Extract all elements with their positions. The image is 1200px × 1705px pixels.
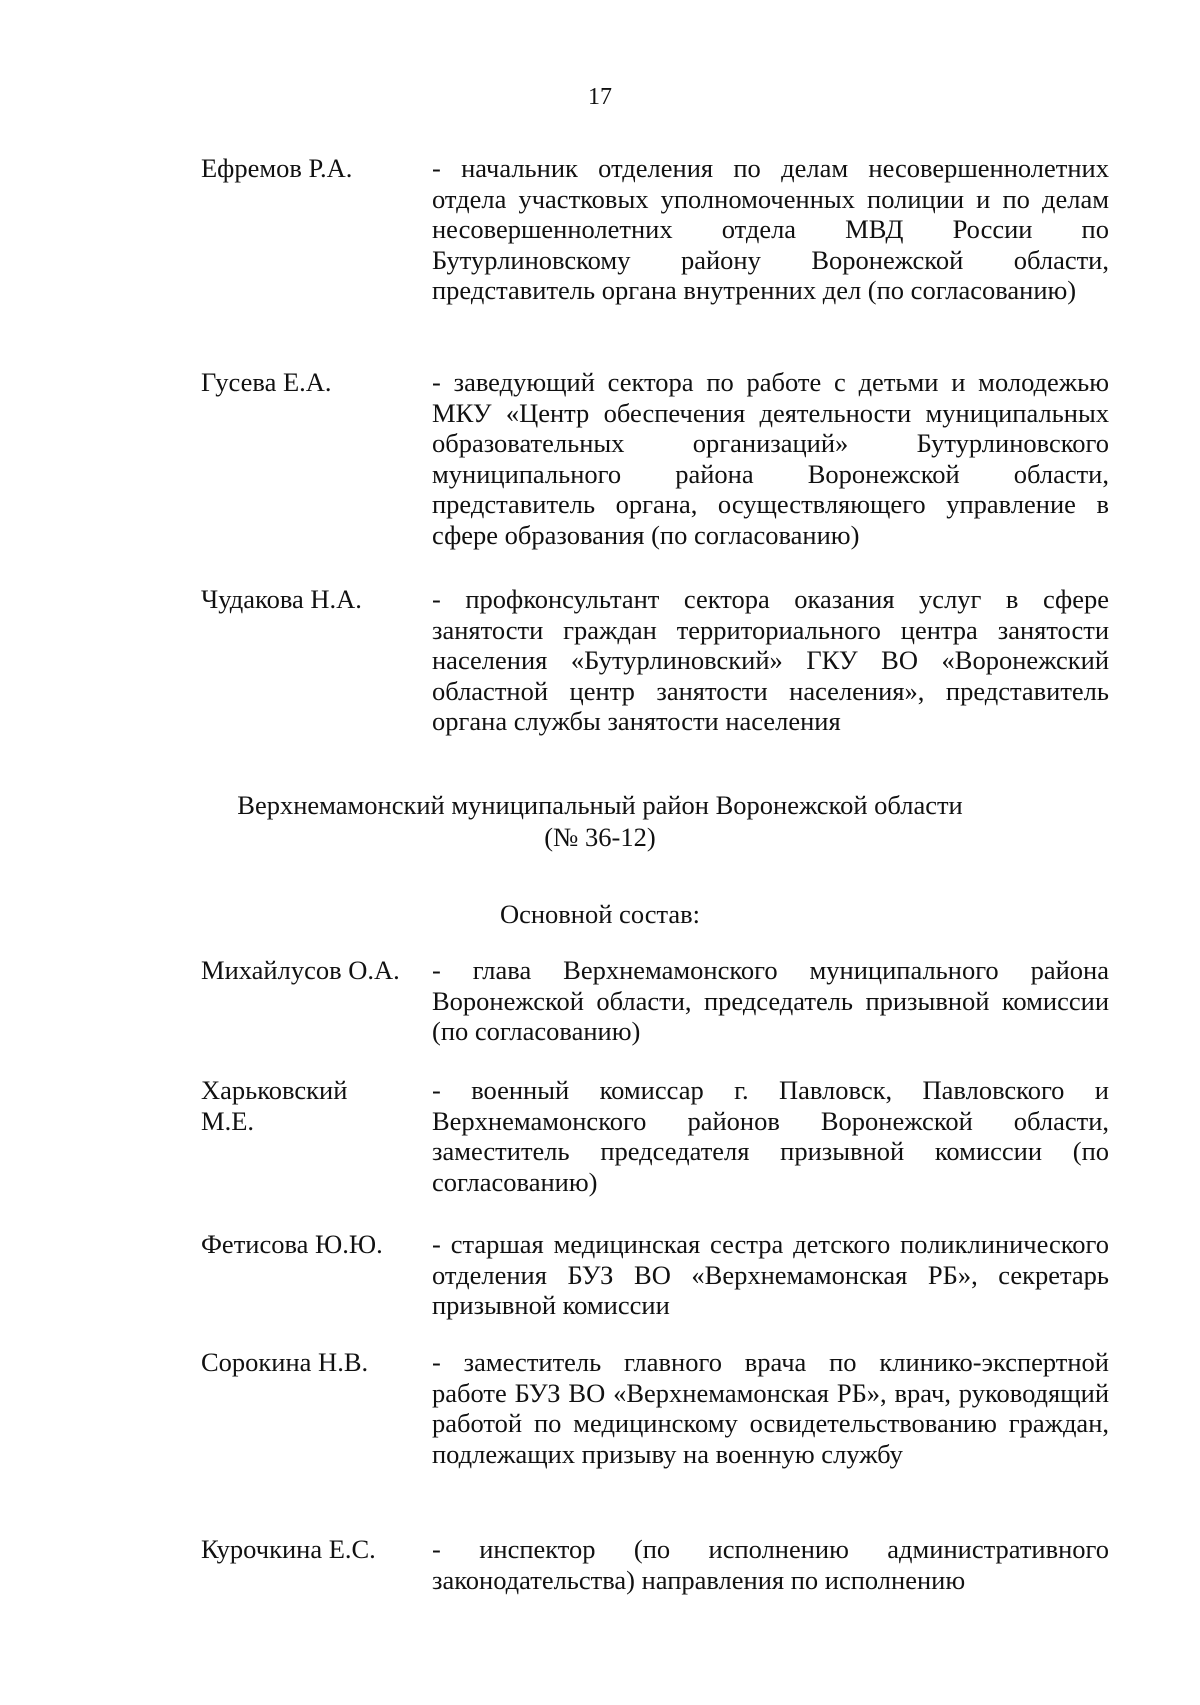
section-subtitle: Основной состав: bbox=[499, 899, 701, 929]
member-description: - заместитель главного врача по клинико-экспертной работе БУЗ ВО «Верхнемамонская РБ», врач, руководящий работой по медицинскому освидетельствованию граждан, подлежащих призыву на военную службу bbox=[432, 1347, 1109, 1469]
member-description: - начальник отделения по делам несовершеннолетних отдела участковых уполномоченных полиции и по делам несовершеннолетних отдела МВД России по Бутурлиновскому району Воронежской области, представитель органа внутренних дел (по согласованию) bbox=[432, 153, 1109, 305]
member-name: Гусева Е.А. bbox=[201, 367, 332, 397]
member-name: Чудакова Н.А. bbox=[201, 584, 362, 614]
member-name: Михайлусов О.А. bbox=[201, 955, 400, 985]
page-number: 17 bbox=[588, 84, 612, 110]
member-description: - инспектор (по исполнению административного законодательства) направления по исполнению bbox=[432, 1534, 1109, 1595]
section-title: Верхнемамонский муниципальный район Воронежской области bbox=[237, 790, 963, 820]
member-description: - глава Верхнемамонского муниципального района Воронежской области, председатель призывной комиссии (по согласованию) bbox=[432, 955, 1109, 1046]
member-description: - военный комиссар г. Павловск, Павловского и Верхнемамонского районов Воронежской области, заместитель председателя призывной комиссии (по согласованию) bbox=[432, 1075, 1109, 1197]
member-name: Курочкина Е.С. bbox=[201, 1534, 376, 1564]
member-description: - заведующий сектора по работе с детьми и молодежью МКУ «Центр обеспечения деятельности муниципальных образовательных организаций» Бутурлиновского муниципального района Воронежской области, представитель органа, осуществляющего управление в сфере образования (по согласованию) bbox=[432, 367, 1109, 550]
member-name: Сорокина Н.В. bbox=[201, 1347, 369, 1377]
section-number: (№ 36-12) bbox=[544, 822, 656, 852]
member-description: - старшая медицинская сестра детского поликлинического отделения БУЗ ВО «Верхнемамонская РБ», секретарь призывной комиссии bbox=[432, 1229, 1109, 1320]
member-description: - профконсультант сектора оказания услуг в сфере занятости граждан территориального центра занятости населения «Бутурлиновский» ГКУ ВО «Воронежский областной центр занятости населения», представитель органа службы занятости населения bbox=[432, 584, 1109, 736]
member-name: Харьковский М.Е. bbox=[201, 1075, 348, 1136]
member-name: Ефремов Р.А. bbox=[201, 153, 353, 183]
member-name: Фетисова Ю.Ю. bbox=[201, 1229, 383, 1259]
